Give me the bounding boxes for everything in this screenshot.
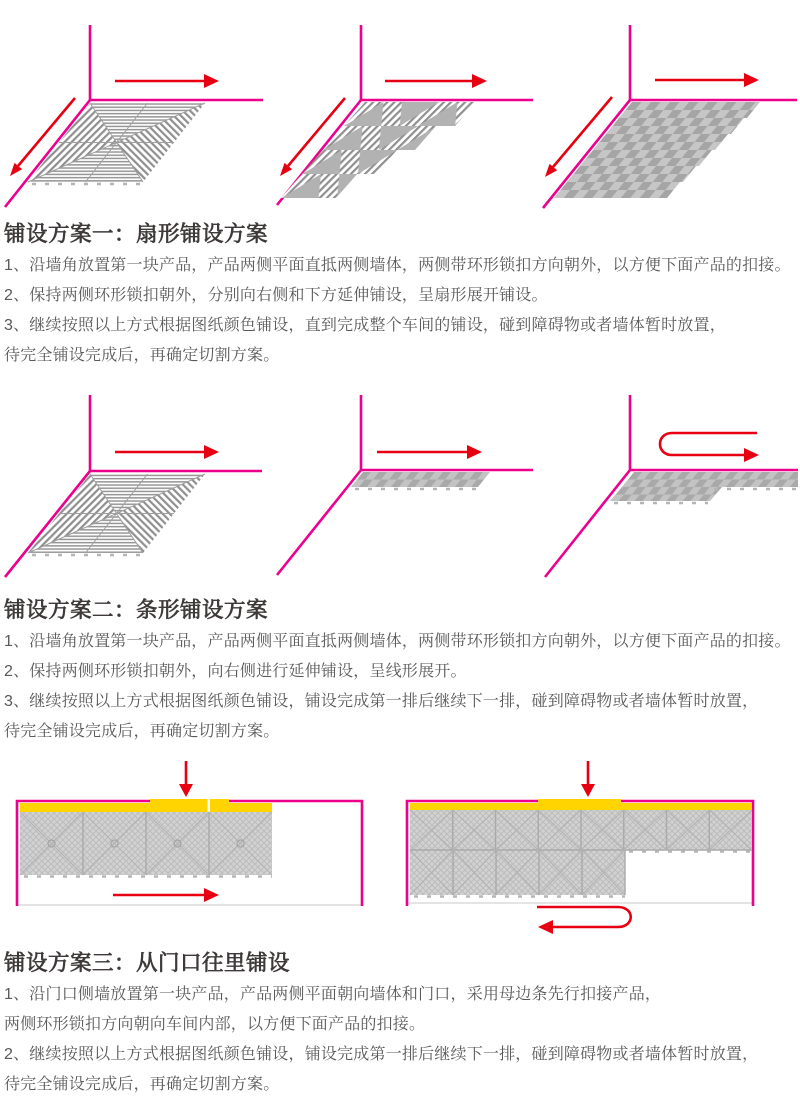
section-scheme1 — [0, 219, 800, 371]
u-turn-arrow-icon — [537, 907, 631, 934]
arrow-down-icon — [581, 761, 595, 797]
scheme1-line2: 2、保持两侧环形锁扣朝外，分别向右侧和下方延伸铺设，呈扇形展开铺设。 — [4, 287, 548, 304]
section-scheme2 — [0, 595, 800, 747]
scheme2-line3: 3、继续按照以上方式根据图纸颜色铺设，铺设完成第一排后继续下一排，碰到障碍物或者墙体暂时放置， — [4, 693, 759, 710]
u-turn-arrow-icon — [660, 433, 759, 462]
scheme3-diagrams — [0, 753, 800, 938]
tile-fan-staircase — [281, 102, 476, 198]
arrow-right-icon — [385, 74, 487, 88]
section-scheme3 — [0, 948, 800, 1100]
arrow-right-icon — [115, 74, 219, 88]
diagram-door-step2 — [407, 761, 753, 934]
corner-walls — [90, 25, 263, 100]
diagram-fan-step2 — [277, 25, 533, 205]
scheme2-line1: 1、沿墙角放置第一块产品，产品两侧平面直抵两侧墙体，两侧带环形锁扣方向朝外，以方便下面产品的扣接。 — [4, 633, 791, 650]
corner-wall-diagonal — [277, 470, 361, 575]
scheme2-heading: 铺设方案二：条形铺设方案 — [4, 598, 269, 622]
scheme3-line3: 2、继续按照以上方式根据图纸颜色铺设，铺设完成第一排后继续下一排，碰到障碍物或者墙体暂时放置， — [4, 1046, 759, 1063]
tile-row — [20, 812, 272, 877]
corner-walls — [361, 395, 533, 470]
scheme1-line4: 待完全铺设完成后，再确定切割方案。 — [4, 347, 280, 364]
scheme2-line2: 2、保持两侧环形锁扣朝外，向右侧进行延伸铺设，呈线形展开。 — [4, 663, 467, 680]
corner-walls — [630, 25, 797, 100]
corner-wall-diagonal — [545, 470, 630, 577]
scheme2-line4: 待完全铺设完成后，再确定切割方案。 — [4, 723, 280, 740]
tile-checker-staircase — [554, 102, 760, 198]
scheme1-heading: 铺设方案一：扇形铺设方案 — [4, 222, 269, 246]
corner-walls — [90, 395, 262, 471]
scheme3-heading: 铺设方案三：从门口往里铺设 — [4, 951, 291, 975]
diagram-door-step1 — [17, 761, 362, 906]
scheme3-line2: 两侧环形锁扣方向朝向车间内部，以方便下面产品的扣接。 — [4, 1016, 426, 1033]
arrow-right-icon — [377, 445, 482, 459]
scheme3-line4: 待完全铺设完成后，再确定切割方案。 — [4, 1076, 280, 1093]
scheme1-diagrams — [0, 0, 800, 215]
diagram-strip-step2 — [277, 395, 533, 575]
diagram-strip-step3 — [545, 395, 798, 577]
tile-rows — [610, 472, 798, 503]
scheme1-line3: 3、继续按照以上方式根据图纸颜色铺设，直到完成整个车间的铺设，碰到障碍物或者墙体暂时放置， — [4, 317, 726, 334]
tile-rows — [410, 810, 752, 897]
scheme3-line1: 1、沿门口侧墙放置第一块产品，产品两侧平面朝向墙体和门口，采用母边条先行扣接产品， — [4, 986, 662, 1003]
diagram-fan-step1 — [5, 25, 263, 207]
corner-walls — [361, 25, 533, 100]
tile-strip — [351, 472, 490, 489]
scheme1-line1: 1、沿墙角放置第一块产品，产品两侧平面直抵两侧墙体，两侧带环形锁扣方向朝外，以方便下面产品的扣接。 — [4, 257, 791, 274]
scheme2-diagrams — [0, 381, 800, 581]
arrow-right-icon — [113, 888, 219, 902]
arrow-right-icon — [655, 73, 759, 87]
diagram-strip-step1 — [5, 395, 262, 577]
diagram-fan-step3 — [543, 25, 797, 208]
arrow-down-icon — [179, 761, 193, 797]
arrow-right-icon — [115, 445, 219, 459]
